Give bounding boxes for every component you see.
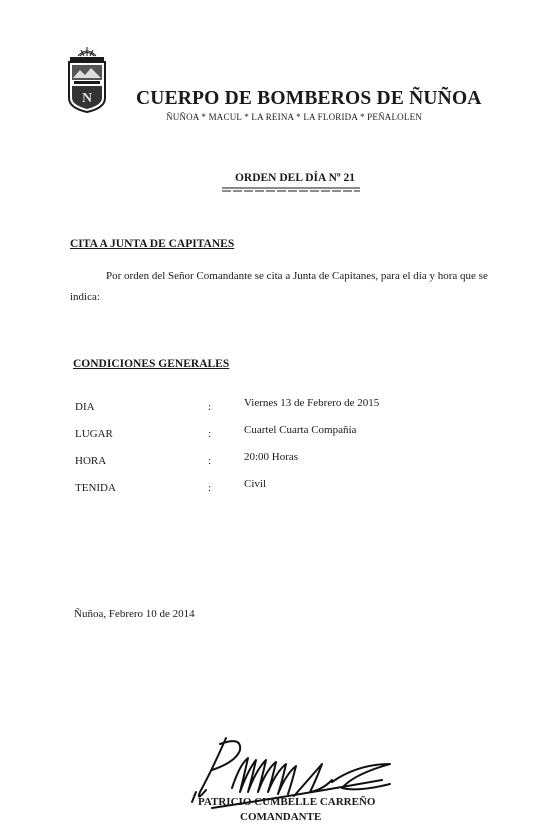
condition-value: Viernes 13 de Febrero de 2015 xyxy=(244,397,380,409)
condition-separator: : xyxy=(208,428,212,440)
signer-name: PATRICIO CUMBELLE CARREÑO xyxy=(198,796,376,808)
organization-communes: ÑUÑOA * MACUL * LA REINA * LA FLORIDA * PEÑALOLEN xyxy=(166,112,422,122)
condition-label: LUGAR xyxy=(75,428,113,440)
condition-separator: : xyxy=(208,455,212,467)
fire-department-crest-icon xyxy=(64,44,110,114)
condition-value: 20:00 Horas xyxy=(244,451,299,463)
condition-label: HORA xyxy=(75,455,107,467)
place-and-date: Ñuñoa, Febrero 10 de 2014 xyxy=(74,608,195,620)
section-title-conditions: CONDICIONES GENERALES xyxy=(73,358,230,370)
order-title: ORDEN DEL DÍA Nº 21 xyxy=(234,172,356,184)
handwritten-signature xyxy=(182,730,402,822)
title-double-rule xyxy=(222,187,360,193)
svg-text:N: N xyxy=(81,91,93,106)
condition-label: DIA xyxy=(75,401,95,413)
condition-value: Civil xyxy=(244,478,267,490)
condition-row-lugar xyxy=(0,424,550,444)
condition-separator: : xyxy=(208,401,212,413)
condition-row-hora xyxy=(0,451,550,471)
condition-value: Cuartel Cuarta Compañía xyxy=(244,424,357,436)
meeting-paragraph: Por orden del Señor Comandante se cita a Junta de Capitanes, para el día y hora que se indica: xyxy=(70,270,488,303)
section-title-meeting: CITA A JUNTA DE CAPITANES xyxy=(70,238,235,250)
signer-title: COMANDANTE xyxy=(240,811,322,823)
condition-row-tenida xyxy=(0,478,550,498)
condition-row-dia xyxy=(0,397,550,417)
organization-name: CUERPO DE BOMBEROS DE ÑUÑOA xyxy=(136,88,482,109)
condition-separator: : xyxy=(208,482,212,494)
condition-label: TENIDA xyxy=(75,482,116,494)
